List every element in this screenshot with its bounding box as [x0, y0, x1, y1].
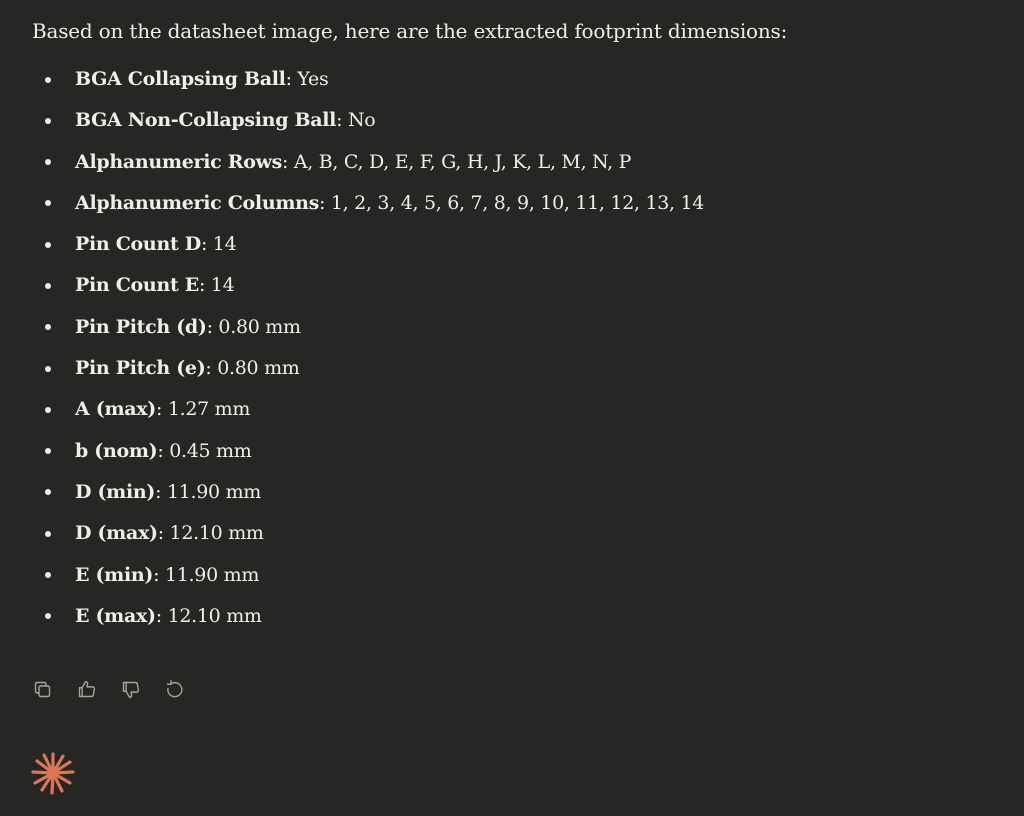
spec-key: Pin Count D [75, 233, 201, 256]
list-item [32, 389, 992, 430]
spec-value: : 1.27 mm [155, 398, 251, 421]
list-item [32, 596, 992, 637]
spec-value: : 11.90 mm [155, 480, 262, 503]
thumbs-down-icon [120, 679, 141, 700]
spec-value: : No [336, 109, 376, 132]
list-item [32, 265, 992, 306]
spec-key: BGA Non-Collapsing Ball [75, 109, 337, 132]
list-item [32, 472, 992, 513]
copy-icon [32, 679, 53, 700]
bullet-icon [45, 489, 51, 495]
spec-key: b (nom) [75, 439, 158, 462]
bullet-icon [45, 200, 51, 206]
spec-key: BGA Collapsing Ball [75, 68, 286, 90]
list-item [32, 142, 992, 183]
spec-key: E (min) [75, 563, 154, 586]
spec-key: A (max) [75, 398, 156, 421]
spec-key: Pin Pitch (e) [75, 357, 206, 380]
spec-key: Alphanumeric Columns [75, 191, 320, 214]
bullet-icon [45, 324, 51, 330]
copy-button[interactable] [31, 677, 53, 701]
retry-button[interactable] [163, 677, 185, 701]
spec-value: : 14 [200, 233, 237, 256]
spec-value: : 14 [198, 274, 235, 297]
message-actions [31, 677, 185, 701]
bullet-icon [45, 613, 51, 619]
spec-key: Alphanumeric Rows [75, 150, 283, 173]
claude-logo-icon [30, 750, 76, 796]
spec-value: : 12.10 mm [155, 604, 262, 627]
spec-key: Pin Pitch (d) [75, 315, 207, 338]
list-item [32, 348, 992, 389]
list-item [32, 100, 992, 141]
spec-key: D (max) [75, 522, 158, 545]
spec-key: D (min) [75, 480, 156, 503]
spec-key: E (max) [75, 604, 156, 627]
list-item [32, 183, 992, 224]
thumbs-up-button[interactable] [75, 677, 97, 701]
thumbs-up-icon [76, 679, 97, 700]
spec-value: : Yes [285, 68, 329, 90]
spec-value: : 12.10 mm [157, 522, 264, 545]
bullet-icon [45, 448, 51, 454]
bullet-icon [45, 242, 51, 248]
list-item [32, 513, 992, 554]
bullet-icon [45, 159, 51, 165]
retry-icon [164, 679, 185, 700]
bullet-icon [45, 77, 51, 83]
spec-key: Pin Count E [75, 274, 199, 297]
spec-value: : 11.90 mm [153, 563, 260, 586]
list-item [32, 307, 992, 348]
bullet-icon [45, 366, 51, 372]
list-item [32, 59, 992, 100]
spec-value: : A, B, C, D, E, F, G, H, J, K, L, M, N, P [282, 150, 632, 173]
list-item [32, 431, 992, 472]
list-item [32, 555, 992, 596]
bullet-icon [45, 572, 51, 578]
bullet-icon [45, 118, 51, 124]
spec-value: : 1, 2, 3, 4, 5, 6, 7, 8, 9, 10, 11, 12, 13, 14 [319, 191, 705, 214]
list-item [32, 224, 992, 265]
bullet-icon [45, 531, 51, 537]
bullet-icon [45, 283, 51, 289]
assistant-message [32, 14, 992, 637]
spec-list [32, 59, 992, 637]
spec-value: : 0.45 mm [157, 439, 252, 462]
bullet-icon [45, 407, 51, 413]
spec-value: : 0.80 mm [206, 315, 301, 338]
message-intro: Based on the datasheet image, here are the extracted footprint dimensions: [32, 19, 788, 43]
spec-value: : 0.80 mm [205, 357, 300, 380]
thumbs-down-button[interactable] [119, 677, 141, 701]
